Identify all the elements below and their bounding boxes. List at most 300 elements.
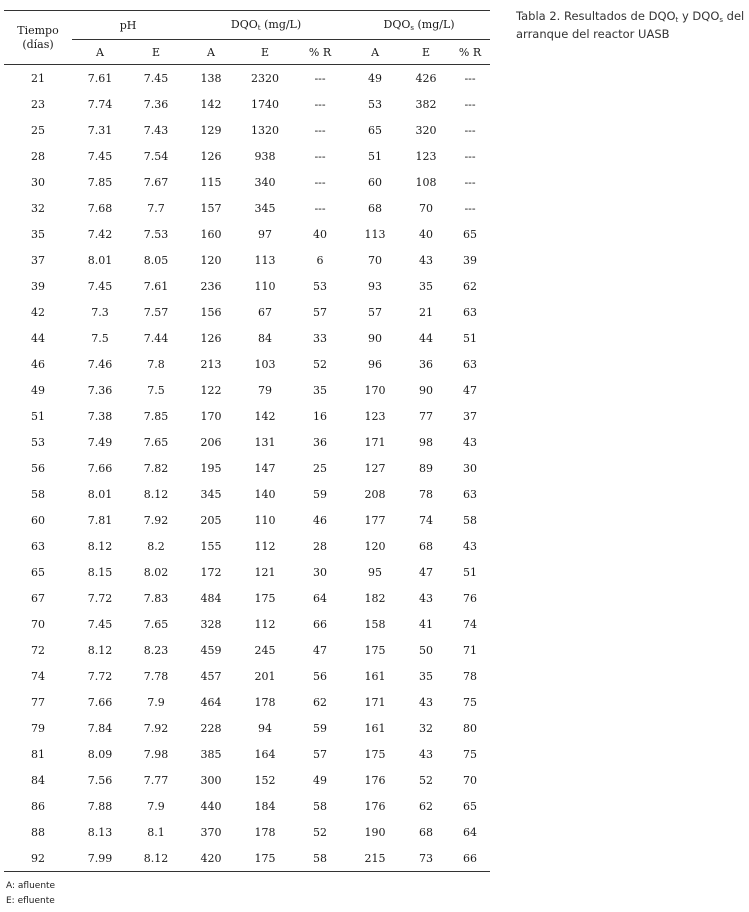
table-row [4,507,490,533]
cell-dqo-s-r: 63 [463,487,478,501]
cell-dqo-t-e: 67 [258,305,273,319]
cell-tiempo: 32 [31,201,45,215]
table-row [4,247,490,273]
cell-dqo-t-r: 40 [313,227,328,241]
results-table [4,10,490,872]
cell-dqo-t-e: 113 [254,253,276,267]
subheader-dqo-t-a: A [184,40,238,65]
cell-dqo-s-e: 35 [419,279,434,293]
table-row [4,611,490,637]
table-row [4,351,490,377]
subheader-dqo-t-e: E [238,40,292,65]
cell-ph-e: 7.9 [147,695,165,709]
cell-ph-a: 7.49 [87,435,113,449]
cell-dqo-t-e: 938 [254,149,276,163]
table-row [4,481,490,507]
header-dqo-t-unit: (mg/L) [260,18,302,31]
cell-dqo-s-e: 36 [419,357,434,371]
header-dqo-s-sub: s [410,24,414,32]
table-row [4,377,490,403]
cell-dqo-s-r: 65 [463,799,478,813]
cell-dqo-s-a: 113 [364,227,386,241]
table-row [4,325,490,351]
cell-dqo-t-a: 205 [200,513,222,527]
cell-dqo-s-e: 74 [419,513,434,527]
cell-ph-e: 7.53 [143,227,169,241]
cell-dqo-s-a: 96 [368,357,383,371]
table-row [4,741,490,767]
cell-dqo-t-a: 457 [200,669,222,683]
cell-dqo-s-r: 39 [463,253,478,267]
cell-dqo-t-r: 58 [313,799,328,813]
subheader-ph-a: A [72,40,128,65]
cell-ph-a: 7.46 [87,357,113,371]
cell-dqo-s-e: 73 [402,845,450,872]
cell-dqo-s-r: 64 [463,825,478,839]
cell-ph-e: 7.65 [143,435,169,449]
cell-dqo-s-e: 70 [419,201,434,215]
table-row [4,91,490,117]
cell-dqo-t-r: 53 [313,279,328,293]
cell-dqo-s-e: 108 [415,175,437,189]
table-row [4,845,490,872]
cell-dqo-t-a: 126 [200,331,222,345]
header-ph: pH [72,11,184,40]
header-dqo-s [348,11,490,40]
cell-dqo-s-r: 74 [463,617,478,631]
cell-dqo-t-r: 28 [313,539,328,553]
cell-tiempo: 88 [31,825,45,839]
cell-dqo-s-a: 170 [364,383,386,397]
cell-ph-a: 7.81 [87,513,113,527]
cell-ph-a: 7.99 [72,845,128,872]
cell-dqo-s-e: 43 [419,591,434,605]
cell-dqo-s-a: 93 [368,279,383,293]
cell-dqo-s-e: 78 [419,487,434,501]
cell-dqo-t-e: 79 [258,383,273,397]
cell-dqo-s-e: 123 [415,149,437,163]
cell-dqo-t-a: 440 [200,799,222,813]
table-row [4,273,490,299]
cell-dqo-t-r: --- [314,175,326,189]
cell-dqo-s-e: 68 [419,539,434,553]
cell-dqo-s-a: 161 [364,721,386,735]
cell-dqo-s-e: 382 [415,97,437,111]
cell-dqo-t-r: 52 [313,825,328,839]
cell-dqo-t-e: 140 [254,487,276,501]
cell-dqo-t-a: 155 [200,539,222,553]
cell-dqo-s-a: 127 [364,461,386,475]
cell-ph-a: 7.66 [87,695,113,709]
cell-dqo-t-r: 49 [313,773,328,787]
table-row [4,117,490,143]
cell-dqo-t-e: 84 [258,331,273,345]
table-row [4,819,490,845]
header-dqo-t-base: DQO [230,18,258,31]
cell-dqo-t-r: 47 [313,643,328,657]
cell-tiempo: 63 [31,539,45,553]
table-row [4,143,490,169]
subheader-dqo-s-a: A [348,40,402,65]
table-row [4,637,490,663]
cell-dqo-t-e: 340 [254,175,276,189]
cell-ph-a: 7.38 [87,409,113,423]
cell-tiempo: 28 [31,149,45,163]
cell-dqo-t-a: 328 [200,617,222,631]
cell-dqo-t-r: 56 [313,669,328,683]
table-row [4,585,490,611]
cell-ph-a: 7.88 [87,799,113,813]
cell-ph-e: 7.77 [143,773,169,787]
header-dqo-t-sub: t [257,24,261,32]
cell-dqo-t-a: 345 [200,487,222,501]
cell-dqo-s-a: 182 [364,591,386,605]
cell-ph-e: 7.61 [143,279,169,293]
cell-dqo-t-r: --- [314,71,326,85]
table-row [4,715,490,741]
cell-dqo-t-r: --- [314,123,326,137]
cell-dqo-s-a: 123 [364,409,386,423]
cell-dqo-s-e: 98 [419,435,434,449]
cell-dqo-s-r: 62 [463,279,478,293]
cell-ph-e: 7.83 [143,591,169,605]
cell-dqo-s-e: 32 [419,721,434,735]
cell-dqo-t-r: 35 [313,383,328,397]
cell-dqo-t-e: 147 [254,461,276,475]
cell-tiempo: 46 [31,357,45,371]
cell-dqo-t-e: 1740 [251,97,280,111]
cell-dqo-s-r: 80 [463,721,478,735]
cell-dqo-s-a: 190 [364,825,386,839]
cell-tiempo: 53 [31,435,45,449]
cell-ph-a: 7.56 [87,773,113,787]
cell-tiempo: 42 [31,305,45,319]
cell-tiempo: 67 [31,591,45,605]
cell-dqo-t-e: 201 [254,669,276,683]
table-row [4,533,490,559]
cell-dqo-s-e: 77 [419,409,434,423]
header-tiempo-line1: Tiempo [17,23,59,37]
cell-ph-e: 8.05 [143,253,169,267]
table-row [4,689,490,715]
header-dqo-s-base: DQO [383,18,411,31]
cell-dqo-s-e: 47 [419,565,434,579]
cell-ph-e: 8.23 [143,643,169,657]
cell-ph-e: 8.02 [143,565,169,579]
cell-dqo-s-e: 43 [419,747,434,761]
cell-dqo-t-e: 245 [254,643,276,657]
cell-dqo-s-a: 68 [368,201,383,215]
cell-ph-a: 7.45 [87,149,113,163]
note-afluente: A: afluente [6,881,56,891]
cell-dqo-t-r: --- [314,201,326,215]
cell-tiempo: 51 [31,409,45,423]
cell-ph-e: 7.43 [143,123,169,137]
cell-dqo-s-a: 215 [348,845,402,872]
cell-ph-a: 7.68 [87,201,113,215]
cell-dqo-s-r: 65 [463,227,478,241]
cell-dqo-t-a: 420 [184,845,238,872]
cell-ph-a: 7.66 [87,461,113,475]
cell-dqo-t-r: 30 [313,565,328,579]
cell-dqo-s-a: 70 [368,253,383,267]
cell-dqo-t-a: 228 [200,721,222,735]
cell-tiempo: 56 [31,461,45,475]
cell-dqo-t-a: 206 [200,435,222,449]
results-table-body [4,65,490,872]
cell-dqo-s-r: 43 [463,539,478,553]
cell-dqo-t-e: 112 [254,617,276,631]
cell-dqo-s-a: 175 [364,643,386,657]
cell-dqo-t-a: 156 [200,305,222,319]
cell-tiempo: 49 [31,383,45,397]
cell-dqo-t-a: 138 [200,71,222,85]
cell-dqo-t-r: 59 [313,487,328,501]
table-row [4,455,490,481]
cell-tiempo: 60 [31,513,45,527]
cell-dqo-t-e: 110 [254,279,276,293]
cell-dqo-s-e: 40 [419,227,434,241]
cell-tiempo: 74 [31,669,45,683]
cell-dqo-t-e: 1320 [251,123,280,137]
cell-dqo-s-e: 50 [419,643,434,657]
cell-dqo-s-r: 58 [463,513,478,527]
cell-dqo-s-r: --- [464,123,476,137]
table-row [4,65,490,92]
cell-dqo-t-e: 345 [254,201,276,215]
cell-ph-a: 7.42 [87,227,113,241]
cell-dqo-t-a: 459 [200,643,222,657]
cell-dqo-t-a: 195 [200,461,222,475]
cell-tiempo: 35 [31,227,45,241]
cell-dqo-s-a: 60 [368,175,383,189]
cell-dqo-t-r: --- [314,149,326,163]
header-tiempo [4,11,72,65]
cell-dqo-t-e: 110 [254,513,276,527]
cell-dqo-s-a: 120 [364,539,386,553]
cell-dqo-t-e: 94 [258,721,273,735]
cell-ph-a: 7.74 [87,97,113,111]
cell-dqo-s-a: 176 [364,773,386,787]
cell-dqo-t-r: 46 [313,513,328,527]
cell-ph-e: 7.92 [143,513,169,527]
cell-tiempo: 58 [31,487,45,501]
cell-dqo-s-r: 63 [463,357,478,371]
cell-ph-a: 8.13 [87,825,113,839]
cell-tiempo: 37 [31,253,45,267]
cell-dqo-s-a: 90 [368,331,383,345]
cell-ph-a: 8.12 [87,643,113,657]
cell-dqo-t-r: 6 [316,253,324,267]
cell-dqo-s-e: 21 [419,305,434,319]
cell-dqo-s-e: 90 [419,383,434,397]
cell-dqo-t-a: 122 [200,383,222,397]
cell-dqo-t-a: 157 [200,201,222,215]
cell-ph-a: 8.12 [87,539,113,553]
cell-dqo-s-a: 158 [364,617,386,631]
cell-ph-a: 7.36 [87,383,113,397]
subheader-dqo-s-r: % R [450,40,490,65]
cell-tiempo: 92 [4,845,72,872]
cell-dqo-t-a: 385 [200,747,222,761]
cell-dqo-s-r: 63 [463,305,478,319]
cell-ph-e: 7.57 [143,305,169,319]
cell-dqo-s-a: 49 [368,71,383,85]
cell-tiempo: 44 [31,331,45,345]
cell-ph-e: 7.8 [147,357,165,371]
cell-dqo-t-a: 213 [200,357,222,371]
cell-dqo-t-r: 33 [313,331,328,345]
cell-dqo-s-r: 76 [463,591,478,605]
cell-dqo-t-e: 152 [254,773,276,787]
cell-dqo-s-a: 175 [364,747,386,761]
cell-ph-e: 7.9 [147,799,165,813]
cell-ph-e: 8.12 [143,487,169,501]
cell-dqo-t-a: 300 [200,773,222,787]
cell-dqo-s-a: 65 [368,123,383,137]
cell-dqo-s-a: 177 [364,513,386,527]
cell-dqo-s-r: --- [464,175,476,189]
cell-tiempo: 65 [31,565,45,579]
cell-ph-e: 7.92 [143,721,169,735]
cell-dqo-s-a: 161 [364,669,386,683]
cell-tiempo: 81 [31,747,45,761]
cell-dqo-t-r: 66 [313,617,328,631]
cell-ph-a: 7.85 [87,175,113,189]
cell-ph-a: 8.01 [87,253,113,267]
cell-dqo-s-a: 171 [364,435,386,449]
cell-dqo-t-a: 464 [200,695,222,709]
cell-ph-a: 7.72 [87,591,113,605]
cell-ph-a: 8.09 [87,747,113,761]
cell-dqo-s-r: 70 [463,773,478,787]
cell-tiempo: 21 [31,71,45,85]
cell-dqo-t-a: 236 [200,279,222,293]
table-caption: Tabla 2. Resultados de $DQO_t$ y $DQO_s$ del arranque del reactor UASB [516,9,745,41]
cell-ph-e: 7.36 [143,97,169,111]
cell-dqo-t-r: --- [314,97,326,111]
cell-dqo-s-e: 43 [419,253,434,267]
header-tiempo-line2: (días) [22,37,54,51]
cell-tiempo: 30 [31,175,45,189]
cell-dqo-s-a: 57 [368,305,383,319]
subheader-ph-e: E [128,40,184,65]
cell-dqo-t-a: 126 [200,149,222,163]
cell-dqo-t-e: 2320 [251,71,280,85]
table-row [4,403,490,429]
cell-ph-a: 7.3 [91,305,109,319]
cell-tiempo: 84 [31,773,45,787]
cell-tiempo: 39 [31,279,45,293]
note-efluente: E: efluente [6,896,55,906]
cell-dqo-s-r: 43 [463,435,478,449]
cell-ph-a: 8.01 [87,487,113,501]
cell-tiempo: 25 [31,123,45,137]
cell-dqo-t-r: 25 [313,461,328,475]
cell-ph-e: 8.1 [147,825,165,839]
cell-ph-a: 7.45 [87,279,113,293]
cell-dqo-s-r: 51 [463,331,478,345]
table-row [4,299,490,325]
cell-dqo-s-e: 426 [415,71,437,85]
cell-dqo-s-r: 30 [463,461,478,475]
cell-dqo-s-r: 37 [463,409,478,423]
cell-dqo-t-e: 103 [254,357,276,371]
cell-dqo-t-r: 57 [313,747,328,761]
cell-dqo-t-r: 36 [313,435,328,449]
cell-ph-e: 7.85 [143,409,169,423]
cell-dqo-s-e: 41 [419,617,434,631]
cell-dqo-s-e: 320 [415,123,437,137]
cell-tiempo: 79 [31,721,45,735]
cell-dqo-s-e: 89 [419,461,434,475]
cell-dqo-t-e: 178 [254,695,276,709]
cell-dqo-t-r: 52 [313,357,328,371]
cell-dqo-s-a: 95 [368,565,383,579]
cell-dqo-t-e: 175 [254,591,276,605]
cell-dqo-s-r: --- [464,97,476,111]
cell-dqo-t-e: 112 [254,539,276,553]
cell-dqo-s-a: 51 [368,149,383,163]
table-row [4,559,490,585]
cell-dqo-s-e: 35 [419,669,434,683]
cell-ph-e: 7.45 [143,71,169,85]
cell-dqo-t-a: 142 [200,97,222,111]
subheader-dqo-s-e: E [402,40,450,65]
cell-ph-e: 7.67 [143,175,169,189]
cell-dqo-s-e: 44 [419,331,434,345]
cell-dqo-s-r: 75 [463,695,478,709]
cell-tiempo: 70 [31,617,45,631]
cell-dqo-s-r: --- [464,201,476,215]
cell-ph-e: 7.44 [143,331,169,345]
cell-dqo-t-e: 164 [254,747,276,761]
cell-ph-a: 7.45 [87,617,113,631]
cell-dqo-t-a: 120 [200,253,222,267]
header-dqo-s-unit: (mg/L) [413,18,455,31]
cell-dqo-s-r: 71 [463,643,478,657]
cell-dqo-s-a: 53 [368,97,383,111]
cell-dqo-t-e: 184 [254,799,276,813]
table-row [4,767,490,793]
cell-dqo-s-e: 52 [419,773,434,787]
cell-ph-a: 7.5 [91,331,109,345]
cell-dqo-t-e: 121 [254,565,276,579]
cell-dqo-t-a: 484 [200,591,222,605]
cell-dqo-t-r: 62 [313,695,328,709]
cell-tiempo: 23 [31,97,45,111]
cell-ph-a: 8.15 [87,565,113,579]
cell-ph-e: 7.54 [143,149,169,163]
cell-tiempo: 86 [31,799,45,813]
cell-ph-e: 7.78 [143,669,169,683]
table-notes [6,879,55,909]
cell-ph-e: 8.2 [147,539,165,553]
results-table-container [4,10,490,872]
table-row [4,793,490,819]
table-row [4,429,490,455]
cell-dqo-s-r: 66 [450,845,490,872]
cell-ph-a: 7.61 [87,71,113,85]
header-dqo-t [184,11,348,40]
cell-dqo-s-e: 43 [419,695,434,709]
cell-dqo-t-a: 172 [200,565,222,579]
cell-dqo-s-r: 75 [463,747,478,761]
cell-dqo-s-a: 208 [364,487,386,501]
cell-dqo-s-r: --- [464,71,476,85]
cell-dqo-s-r: 78 [463,669,478,683]
cell-tiempo: 77 [31,695,45,709]
